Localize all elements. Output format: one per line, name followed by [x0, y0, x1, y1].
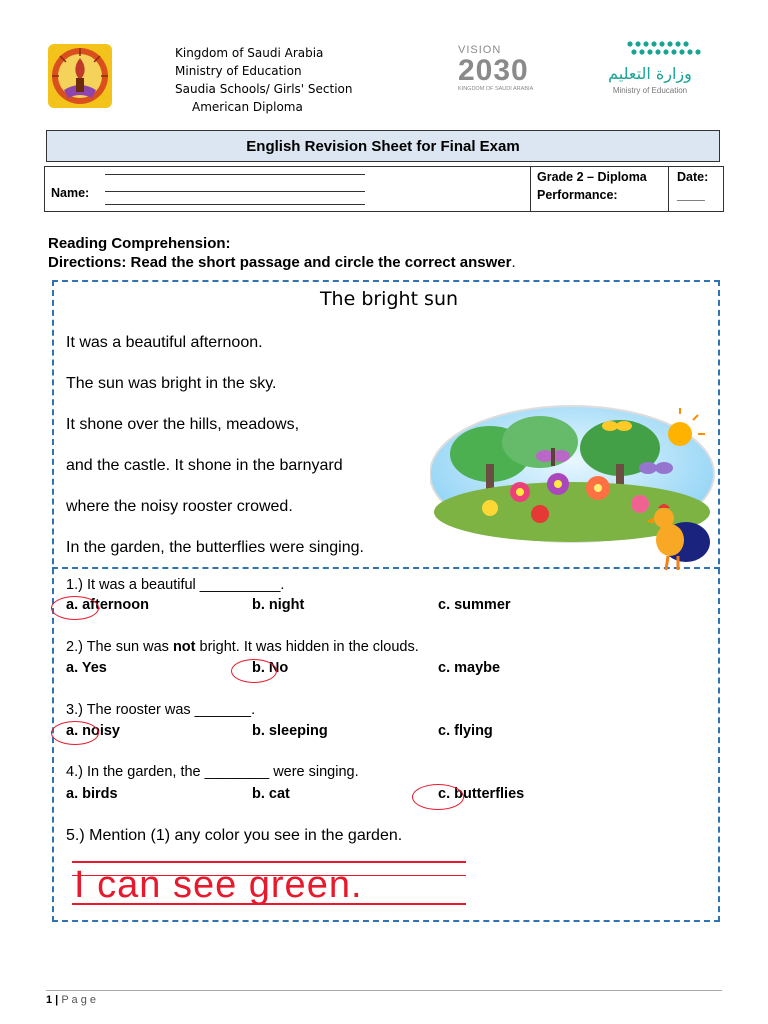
- passage-title: The bright sun: [319, 288, 459, 310]
- performance-label: Performance:: [537, 188, 618, 202]
- vision-2030-logo: [458, 44, 544, 104]
- question-1: [66, 577, 284, 593]
- question-3-text: 3.) The rooster was _______.: [66, 702, 256, 718]
- q1-option-a[interactable]: a. afternoon: [66, 597, 149, 613]
- name-line-3: [105, 204, 365, 205]
- sheet-title: English Revision Sheet for Final Exam: [46, 130, 720, 162]
- q2-option-c[interactable]: c. maybe: [438, 660, 501, 676]
- q2-option-a[interactable]: a. Yes: [66, 660, 107, 676]
- passage-line: It was a beautiful afternoon.: [66, 334, 263, 351]
- directions-period: .: [511, 254, 516, 271]
- q3-option-b[interactable]: b. sleeping: [252, 723, 328, 739]
- passage-line: and the castle. It shone in the barnyard: [66, 457, 343, 474]
- header-line-kingdom: Kingdom of Saudi Arabia: [175, 46, 324, 60]
- sun-icon: [668, 422, 692, 446]
- q4-option-c[interactable]: c. butterflies: [438, 786, 525, 802]
- vision-year: 2030: [458, 54, 529, 87]
- name-line-1: [105, 174, 365, 175]
- question-1-text: 1.) It was a beautiful __________.: [66, 577, 285, 593]
- date-label: Date:: [677, 170, 709, 184]
- vision-label: VISION: [458, 44, 502, 56]
- q1-option-b[interactable]: b. night: [252, 597, 305, 613]
- passage-line: It shone over the hills, meadows,: [66, 416, 300, 433]
- name-label: Name:: [51, 186, 90, 200]
- date-blank[interactable]: ____: [677, 188, 705, 202]
- ministry-english-name: Ministry of Education: [612, 86, 688, 95]
- grade-cell: [531, 167, 669, 211]
- section-heading: Reading Comprehension:: [48, 235, 231, 252]
- name-line-2[interactable]: [105, 191, 365, 192]
- question-2: [66, 639, 419, 655]
- q1-option-c[interactable]: c. summer: [438, 597, 511, 613]
- footer-rule: [46, 990, 722, 991]
- header-line-ministry: Ministry of Education: [175, 64, 302, 78]
- name-cell: [45, 167, 531, 211]
- student-info-table: [44, 166, 724, 212]
- garden-illustration: [430, 404, 722, 574]
- vision-subtitle: KINGDOM OF SAUDI ARABIA: [458, 86, 534, 92]
- passage-line: where the noisy rooster crowed.: [66, 498, 293, 515]
- header-line-diploma: American Diploma: [192, 100, 303, 114]
- reading-comprehension-heading: [48, 234, 516, 272]
- passage-line: The sun was bright in the sky.: [66, 375, 277, 392]
- answer-circle-q2: [231, 659, 277, 683]
- date-cell: [669, 167, 723, 211]
- answer-circle-q4: [412, 784, 464, 810]
- ministry-dots-icon: [626, 40, 710, 58]
- school-emblem-icon: [46, 42, 114, 110]
- grade-label: Grade 2 – Diploma: [537, 170, 647, 184]
- school-header: [175, 44, 353, 116]
- question-4-text: 4.) In the garden, the ________ were singing.: [66, 764, 359, 780]
- ministry-of-education-logo: [590, 40, 710, 98]
- directions-line: [48, 253, 516, 272]
- q4-option-b[interactable]: b. cat: [252, 786, 290, 802]
- directions-text: Directions: Read the short passage and circle the correct answer: [48, 254, 512, 271]
- answer-line-top: [72, 861, 466, 863]
- question-3: [66, 702, 255, 718]
- answer-line-bottom: [72, 903, 466, 905]
- question-5: 5.) Mention (1) any color you see in the garden.: [66, 827, 403, 844]
- q3-option-a[interactable]: a. noisy: [66, 723, 120, 739]
- page-number: 1: [46, 994, 53, 1006]
- q2-option-b[interactable]: b. No: [252, 660, 289, 676]
- header-line-schools: Saudia Schools/ Girls' Section: [175, 82, 353, 96]
- page-label: P a g e: [61, 994, 96, 1006]
- question-4: [66, 764, 359, 780]
- question-2-text: 2.) The sun was: [66, 639, 173, 655]
- page-footer: [46, 994, 96, 1006]
- handwritten-answer: I can see green.: [74, 864, 363, 906]
- ministry-arabic-name: وزارة التعليم: [608, 64, 692, 83]
- passage-line: In the garden, the butterflies were singing.: [66, 539, 364, 556]
- q4-option-a[interactable]: a. birds: [66, 786, 118, 802]
- question-2-text-end: bright. It was hidden in the clouds.: [195, 639, 419, 655]
- answer-circle-q1: [51, 596, 99, 620]
- question-2-emphasis: not: [172, 639, 196, 655]
- page-separator: |: [52, 994, 62, 1006]
- answer-circle-q3: [51, 721, 99, 745]
- q3-option-c[interactable]: c. flying: [438, 723, 493, 739]
